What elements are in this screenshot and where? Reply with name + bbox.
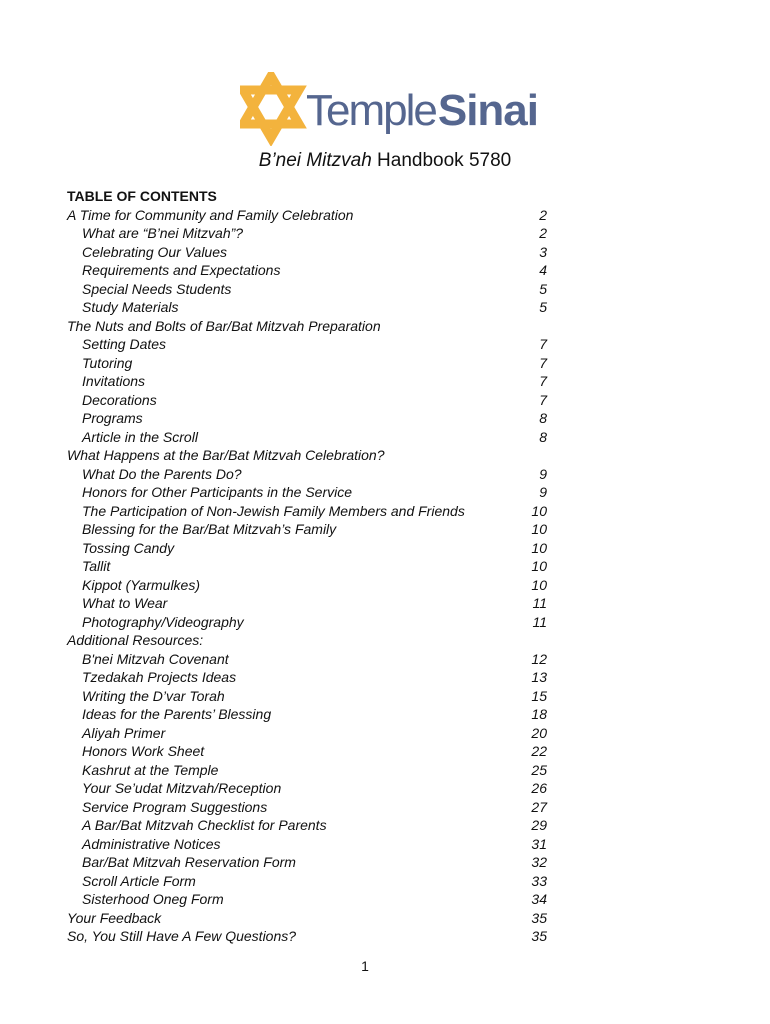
toc-subentry [67, 372, 547, 391]
toc-subentry [67, 742, 547, 761]
toc-entry-page: 34 [531, 891, 547, 907]
toc-subentry [67, 576, 547, 595]
toc-entry-page: 10 [531, 502, 547, 519]
toc-entry-title: Honors Work Sheet [82, 743, 205, 759]
toc-entry-title: Blessing for the Bar/Bat Mitzvah’s Family [82, 521, 337, 537]
toc-entry-page: 31 [531, 835, 547, 852]
toc-entry-title: Additional Resources: [67, 632, 204, 648]
toc-subentry [67, 557, 547, 576]
toc-entry-title: Administrative Notices [82, 835, 221, 852]
toc-entry-title: A Time for Community and Family Celebration [67, 206, 354, 223]
toc-subentry [67, 890, 547, 909]
toc-entry-page: 32 [531, 854, 547, 870]
toc-subentry [67, 520, 547, 539]
toc-entry-page: 18 [531, 706, 547, 722]
toc-subentry [67, 798, 547, 817]
toc-entry-page: 5 [539, 280, 547, 297]
toc-entry-page: 20 [531, 724, 547, 741]
toc-subentry [67, 724, 547, 743]
toc-subentry [67, 354, 547, 373]
toc-entry-title: Aliyah Primer [82, 724, 166, 741]
toc-list [67, 206, 547, 946]
toc-entry-title: What to Wear [82, 595, 168, 611]
toc-entry-title: Your Feedback [67, 909, 162, 926]
toc-entry-title: Setting Dates [82, 336, 167, 352]
toc-entry-title: Honors for Other Participants in the Service [82, 484, 353, 500]
logo-text-sinai: Sinai [437, 86, 538, 135]
toc-subentry [67, 483, 547, 502]
toc-entry-title: Special Needs Students [82, 280, 232, 297]
toc-subentry [67, 650, 547, 669]
toc-subentry [67, 280, 547, 299]
toc-entry-page: 22 [531, 743, 547, 759]
toc-entry-page: 9 [539, 484, 547, 500]
toc-entry-title: The Nuts and Bolts of Bar/Bat Mitzvah Preparation [67, 317, 381, 334]
toc-entry-page: 35 [531, 909, 547, 926]
toc-entry-page: 12 [531, 650, 547, 667]
toc-entry-page: 2 [539, 206, 547, 223]
toc-section [67, 909, 547, 928]
toc-entry-title: Article in the Scroll [82, 428, 198, 445]
toc-heading: TABLE OF CONTENTS [67, 188, 217, 204]
toc-subentry [67, 613, 547, 632]
toc-entry-page: 7 [539, 354, 547, 371]
toc-subentry [67, 391, 547, 410]
toc-section [67, 317, 547, 336]
toc-entry-title: So, You Still Have A Few Questions? [67, 928, 297, 944]
page-number: 1 [361, 958, 369, 974]
toc-entry-title: Requirements and Expectations [82, 262, 281, 278]
toc-entry-title: Your Se’udat Mitzvah/Reception [82, 780, 282, 796]
toc-subentry [67, 428, 547, 447]
toc-entry-title: A Bar/Bat Mitzvah Checklist for Parents [82, 817, 327, 833]
toc-entry-page: 7 [539, 373, 547, 389]
toc-entry-page: 11 [532, 613, 547, 630]
toc-entry-title: Ideas for the Parents’ Blessing [82, 706, 272, 722]
toc-entry-page: 8 [539, 410, 547, 426]
toc-entry-page: 2 [539, 225, 547, 241]
toc-entry-title: Sisterhood Oneg Form [82, 891, 224, 907]
toc-entry-page: 13 [531, 669, 547, 685]
toc-subentry [67, 243, 547, 262]
toc-entry-page: 26 [531, 780, 547, 796]
toc-entry-page: 15 [531, 687, 547, 704]
toc-entry-title: Kashrut at the Temple [82, 761, 219, 778]
toc-entry-page: 35 [531, 928, 547, 944]
toc-entry-page: 10 [531, 558, 547, 574]
toc-subentry [67, 761, 547, 780]
toc-entry-title: What are “B’nei Mitzvah”? [82, 225, 244, 241]
toc-entry-title: Photography/Videography [82, 613, 244, 630]
star-of-david-icon [243, 76, 299, 138]
toc-subentry [67, 224, 547, 243]
toc-entry-page: 4 [539, 262, 547, 278]
toc-entry-title: Tzedakah Projects Ideas [82, 669, 237, 685]
toc-entry-title: Service Program Suggestions [82, 798, 268, 815]
toc-entry-page: 7 [539, 391, 547, 408]
toc-subentry [67, 705, 547, 724]
toc-entry-title: Writing the D’var Torah [82, 687, 225, 704]
toc-entry-title: Tossing Candy [82, 539, 175, 556]
toc-entry-title: The Participation of Non-Jewish Family Members and Friends [82, 502, 465, 519]
toc-entry-page: 9 [539, 465, 547, 482]
toc-subentry [67, 594, 547, 613]
toc-entry-page: 11 [532, 595, 547, 611]
toc-entry-page: 8 [539, 428, 547, 445]
toc-entry-page: 10 [531, 539, 547, 556]
logo-text-temple: Temple [306, 86, 436, 135]
toc-entry-page: 27 [531, 798, 547, 815]
temple-sinai-logo [240, 72, 540, 146]
toc-subentry [67, 335, 547, 354]
toc-entry-title: B'nei Mitzvah Covenant [82, 650, 229, 667]
toc-entry-page: 29 [531, 817, 547, 833]
toc-entry-title: Kippot (Yarmulkes) [82, 576, 201, 593]
toc-entry-title: Bar/Bat Mitzvah Reservation Form [82, 854, 296, 870]
toc-entry-page: 3 [539, 243, 547, 260]
title-italic: B’nei Mitzvah [258, 150, 372, 171]
toc-entry-title: Invitations [82, 373, 146, 389]
toc-entry-page: 10 [531, 521, 547, 537]
toc-section [67, 446, 547, 465]
toc-entry-title: Study Materials [82, 299, 179, 315]
toc-entry-page: 25 [531, 761, 547, 778]
toc-entry-title: Tutoring [82, 354, 133, 371]
toc-entry-page: 5 [539, 299, 547, 315]
toc-section [67, 206, 547, 225]
toc-subentry [67, 835, 547, 854]
toc-subentry [67, 668, 547, 687]
toc-section [67, 927, 547, 946]
toc-subentry [67, 298, 547, 317]
toc-subentry [67, 261, 547, 280]
toc-entry-page: 7 [539, 336, 547, 352]
toc-subentry [67, 409, 547, 428]
toc-subentry [67, 872, 547, 891]
toc-section [67, 631, 547, 650]
toc-entry-title: Programs [82, 410, 143, 426]
document-title [0, 150, 770, 172]
toc-subentry [67, 853, 547, 872]
toc-entry-title: Celebrating Our Values [82, 243, 228, 260]
toc-subentry [67, 687, 547, 706]
toc-subentry [67, 816, 547, 835]
title-rest: Handbook 5780 [371, 150, 512, 171]
toc-entry-page: 10 [531, 576, 547, 593]
toc-entry-title: Tallit [82, 558, 111, 574]
toc-entry-title: Scroll Article Form [82, 872, 196, 889]
toc-entry-page: 33 [531, 872, 547, 889]
toc-entry-title: What Do the Parents Do? [82, 465, 242, 482]
toc-subentry [67, 779, 547, 798]
toc-entry-title: What Happens at the Bar/Bat Mitzvah Celebration? [67, 447, 385, 463]
toc-subentry [67, 465, 547, 484]
toc-subentry [67, 539, 547, 558]
table-of-contents [67, 187, 547, 946]
toc-entry-title: Decorations [82, 391, 157, 408]
toc-subentry [67, 502, 547, 521]
